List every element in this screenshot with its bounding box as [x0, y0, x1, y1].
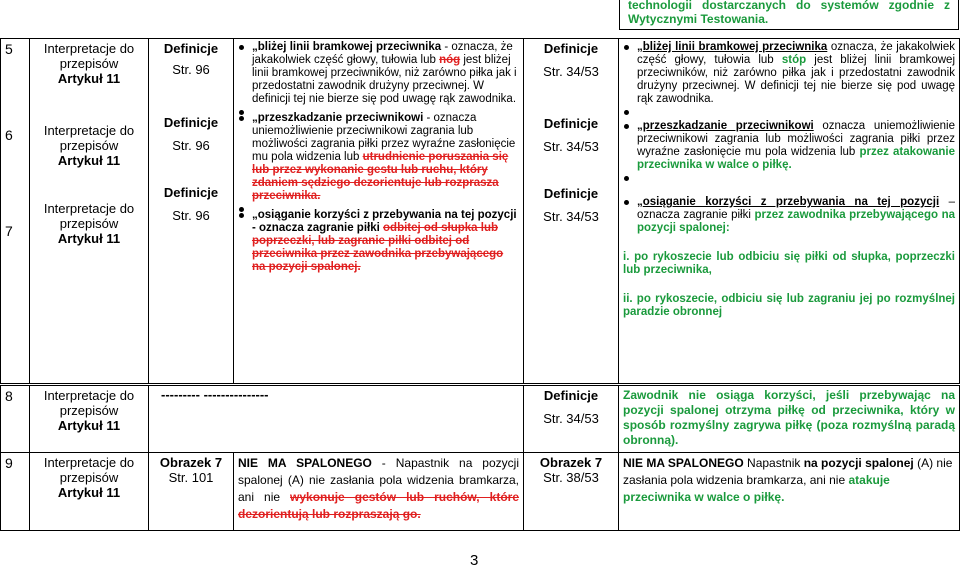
old-b2-text: - oznacza uniemożliwienie przeciwnikowi zagrania lub możliwości zagrania piłki przez wyraźne zasłonięcie mu pola widzenia lub	[252, 112, 516, 163]
interpretation-cells	[30, 39, 149, 384]
comparison-table-top	[0, 38, 960, 384]
old-b2-title: przeszkadzanie przeciwnikowi	[257, 112, 424, 124]
new-subpoint-ii: ii. po rykoszecie, odbiciu się lub zagraniu jej po rozmyślnej paradzie obronnej	[623, 293, 955, 318]
old-deleted: wykonuje gestów lub ruchów, które dezorientują lub rozpraszają go.	[238, 490, 519, 521]
old-b3-title: osiąganie korzyści z przebywania na tej pozycji	[257, 209, 517, 221]
old-definition-cells	[149, 39, 234, 384]
new-b2-text: oznacza uniemożliwienie przeciwnikowi zagrania lub możliwości zagrania piłki przez wyraźne zasłonięcie mu pola widzenia lub	[637, 120, 955, 158]
page-ref: Str. 38/53	[543, 470, 599, 485]
new-bullet-3: „osiąganie korzyści z przebywania na tej pozycji – oznacza zagranie piłki przez zawodnika przebywającego na pozycji spalonej:	[623, 196, 955, 235]
old-head: NIE MA SPALONEGO	[238, 456, 372, 470]
old-bullet-2: „przeszkadzanie przeciwnikowi - oznacza uniemożliwienie przeciwnikowi zagrania lub możliwości zagrania piłki przez wyraźne zasłonięcie mu pola widzenia lub utrudnienie poruszania się lub przez wykonanie gestu lub ruchu, który zdaniem sędziego dezorientuje lub rozprasza przeciwnika.	[238, 112, 519, 203]
figure-label: Obrazek 7	[159, 455, 223, 470]
page-ref: Str. 101	[168, 470, 214, 485]
def-label: Definicje	[163, 41, 219, 56]
def-label: Definicje	[543, 116, 599, 131]
new-text-cell	[619, 39, 960, 384]
new-b3-text: – oznacza zagranie piłki	[637, 196, 956, 221]
interp-label: Interpretacje do przepisów	[43, 201, 135, 231]
old-bullet-1: „bliżej linii bramkowej przeciwnika - oznacza, że jakakolwiek część głowy, tułowia lub nóg jest bliżej linii bramkowej przeciwników, niż zarówno piłka jak i przedostatni zawodnik drużyny przeciwnej. W definicji tej nie bierze się pod uwagę rąk zawodnika.	[238, 41, 519, 106]
old-b1-title: bliżej linii bramkowej przeciwnika	[257, 41, 442, 53]
new-b2-title: przeszkadzanie przeciwnikowi	[642, 120, 814, 132]
comparison-table-row8	[0, 385, 960, 453]
def-label: Definicje	[543, 186, 599, 201]
row-number: 8	[1, 386, 30, 453]
row-numbers	[1, 39, 30, 384]
old-b2-deleted: utrudnienie poruszania się lub przez wykonanie gestu lub ruchu, który zdaniem sędziego dezorientuje lub rozprasza przeciwnika.	[252, 151, 509, 202]
page-ref: Str. 34/53	[543, 64, 599, 79]
new-inserted: atakuje przeciwnika w walce o piłkę.	[623, 473, 890, 504]
new-b1-text: oznacza, że jakakolwiek część głowy, tułowia lub	[637, 41, 956, 66]
old-b1-text2: jest bliżej linii bramkowej przeciwników, niż zarówno piłka jak i przedostatni zawodnik drużyny przeciwnej. W definicji tej nie bierze się pod uwagę rąk zawodnika.	[252, 54, 517, 105]
def-label: Definicje	[163, 115, 219, 130]
def-label: Definicje	[543, 388, 599, 403]
article-label: Artykuł 11	[57, 485, 121, 500]
old-text-cell	[234, 39, 524, 384]
new-bold: na pozycji spalonej	[803, 456, 914, 470]
row8-new-text	[619, 386, 960, 453]
old-bullet-3: „osiąganie korzyści z przebywania na tej pozycji - oznacza zagranie piłki odbitej od słupka lub poprzeczki, lub zagranie piłki odbitej od przeciwnika przez zawodnika przebywającego na pozycji spalonej.	[238, 209, 519, 274]
row-number: 6	[5, 127, 13, 143]
comparison-table-row9	[0, 452, 960, 531]
row-number: 5	[5, 41, 13, 57]
page-ref: Str. 96	[172, 62, 210, 77]
old-b1-text: - oznacza, że jakakolwiek część głowy, tułowia lub	[252, 41, 513, 66]
interp-label: Interpretacje do przepisów	[43, 123, 135, 153]
old-b1-deleted: nóg	[439, 54, 461, 66]
old-text: - Napastnik na pozycji spalonej (A) nie zasłania pola widzenia bramkarza, ani nie	[238, 456, 519, 504]
article-label: Artykuł 11	[57, 231, 121, 246]
page-ref: Str. 96	[172, 138, 210, 153]
old-b3-text: - oznacza zagranie piłki	[252, 222, 384, 234]
interp-label: Interpretacje do przepisów	[43, 388, 135, 418]
new-definition-cells	[524, 39, 619, 384]
row8-inserted-text: Zawodnik nie osiąga korzyści, jeśli przebywając na pozycji spalonej otrzyma piłkę od przeciwnika, który w sposób rozmyślny zagrywa piłkę (poza rozmyślną paradą obronną).	[623, 388, 955, 447]
page-ref: Str. 34/53	[543, 139, 599, 154]
page-number: 3	[470, 552, 479, 569]
interp-label: Interpretacje do przepisów	[43, 455, 135, 485]
interpretation-cell	[30, 386, 149, 453]
new-bullet-1: „bliżej linii bramkowej przeciwnika oznacza, że jakakolwiek część głowy, tułowia lub stóp jest bliżej linii bramkowej przeciwników, niż zarówno piłka jak i przedostatni zawodnik drużyny przeciwnej. W definicji tej nie bierze się pod uwagę rąk zawodnika.	[623, 41, 955, 106]
interpretation-cell	[30, 453, 149, 531]
page-ref: Str. 34/53	[543, 209, 599, 224]
new-text2: (A) nie zasłania pola widzenia bramkarza, ani nie	[623, 456, 953, 487]
new-text-cell	[619, 453, 960, 531]
page-ref: Str. 34/53	[543, 411, 599, 426]
article-label: Artykuł 11	[57, 153, 121, 168]
row-number: 9	[1, 453, 30, 531]
def-label: Definicje	[543, 41, 599, 56]
new-head: NIE MA SPALONEGO	[623, 456, 744, 470]
new-definition-cell	[524, 386, 619, 453]
row8-dashes: --------- ---------------	[161, 387, 269, 402]
new-b1-inserted: stóp	[781, 54, 807, 66]
old-b3-deleted: odbitej od słupka lub poprzeczki, lub zagranie piłki odbitej od przeciwnika przez zawodnika przebywającego na pozycji spalonej.	[252, 222, 504, 273]
article-label: Artykuł 11	[57, 71, 121, 86]
old-figure-cell	[149, 453, 234, 531]
new-b1-text2: jest bliżej linii bramkowej przeciwników, niż zarówno piłka jak i przedostatni zawodnik drużyny przeciwnej. W definicji tej nie bierze się pod uwagę rąk zawodnika.	[637, 54, 955, 105]
figure-label: Obrazek 7	[539, 455, 603, 470]
old-text-cell	[234, 453, 524, 531]
new-figure-cell	[524, 453, 619, 531]
row8-empty-old	[149, 386, 524, 453]
new-b2-inserted: przez atakowanie przeciwnika w walce o piłkę.	[637, 146, 955, 171]
new-subpoint-i: i. po rykoszecie lub odbiciu się piłki od słupka, poprzeczki lub przeciwnika,	[623, 251, 955, 276]
new-bullet-2: „przeszkadzanie przeciwnikowi oznacza uniemożliwienie przeciwnikowi zagrania lub możliwości zagrania piłki przez wyraźne zasłonięcie mu pola widzenia lub przez atakowanie przeciwnika w walce o piłkę.	[623, 120, 955, 172]
new-b3-title: osiąganie korzyści z przebywania na tej pozycji	[642, 196, 940, 208]
page-ref: Str. 96	[172, 208, 210, 223]
new-text: Napastnik	[743, 456, 804, 470]
top-note: technologii dostarczanych do systemów zgodnie z Wytycznymi Testowania.	[619, 0, 959, 30]
interp-label: Interpretacje do przepisów	[43, 41, 135, 71]
row-number: 7	[5, 223, 13, 239]
new-b1-title: bliżej linii bramkowej przeciwnika	[642, 41, 828, 53]
new-b3-inserted: przez zawodnika przebywającego na pozycji spalonej:	[637, 209, 955, 234]
article-label: Artykuł 11	[57, 418, 121, 433]
def-label: Definicje	[163, 185, 219, 200]
